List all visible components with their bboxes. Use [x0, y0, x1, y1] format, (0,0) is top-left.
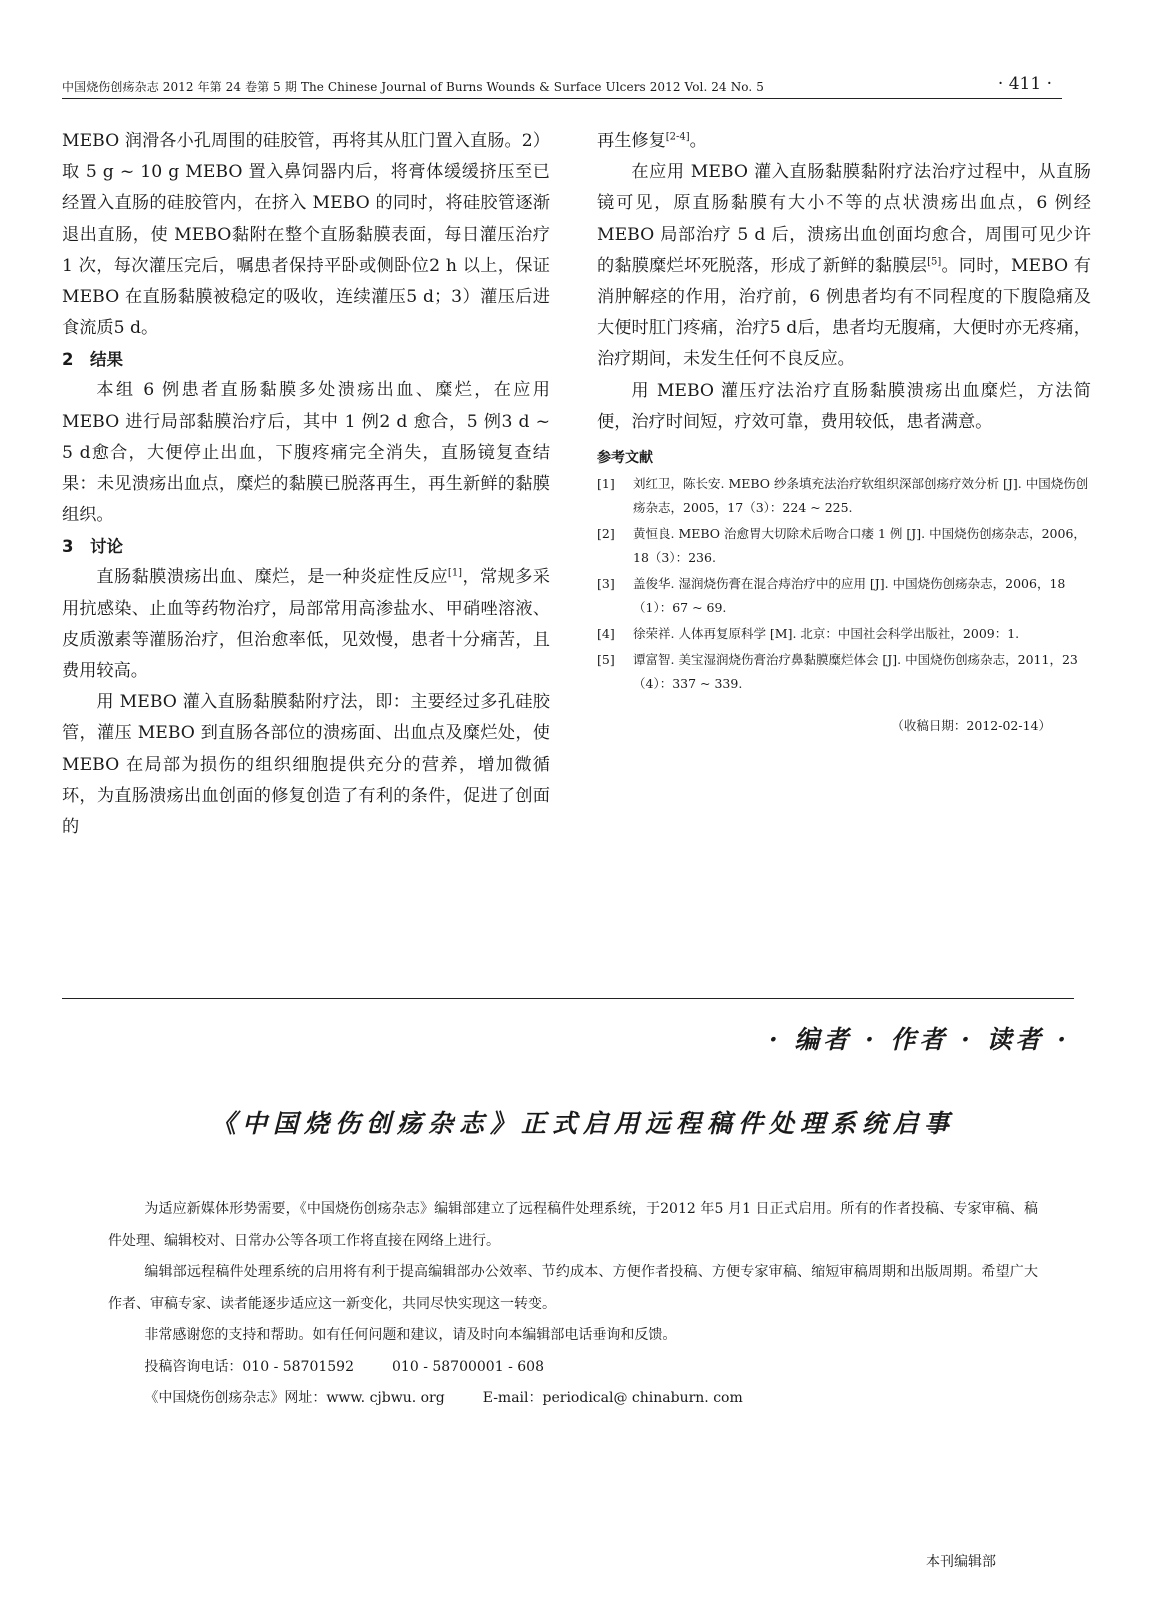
discussion-paragraph-3: [597, 157, 1091, 375]
notice-paragraph-2: 编辑部远程稿件处理系统的启用将有利于提高编辑部办公效率、节约成本、方便作者投稿、方便专家审稿、缩短审稿周期和出版周期。希望广大作者、审稿专家、读者能逐步适应这一新变化，共同尽快实现这一转变。: [108, 1264, 1038, 1312]
notice-web-line: [108, 1383, 1038, 1415]
discussion-text-b: ，常规多采用抗感染、止血等药物治疗，局部常用高渗盐水、甲硝唑溶液、皮质激素等灌肠治疗，但治愈率低，见效慢，患者十分痛苦，且费用较高。: [62, 567, 550, 682]
phone-number-2[interactable]: 010 - 58700001 - 608: [392, 1358, 544, 1375]
left-column: [62, 126, 550, 843]
discussion-paragraph-2-end: [597, 126, 1091, 157]
journal-header-line: 中国烧伤创疡杂志 2012 年第 24 卷第 5 期 The Chinese Journal of Burns Wounds & Surface Ulcers 2012 Vol. 24 No. 5: [62, 80, 764, 94]
notice-body: [108, 1194, 1038, 1415]
website-label: 《中国烧伤创疡杂志》网址：: [144, 1390, 327, 1406]
discussion-text-a: 直肠黏膜溃疡出血、糜烂，是一种炎症性反应: [96, 567, 448, 588]
section-label: · 编者 · 作者 · 读者 ·: [768, 1025, 1070, 1054]
reference-number: [3]: [597, 576, 615, 592]
discussion-paragraph-1: [62, 562, 550, 687]
discussion-end-text: 再生修复: [597, 131, 666, 151]
email-label: E-mail：: [482, 1390, 543, 1406]
notice-phone-line: [108, 1352, 1038, 1384]
reference-number: [4]: [597, 626, 615, 642]
section-heading-discussion: 3 讨论: [62, 537, 123, 557]
received-date: （收稿日期：2012-02-14）: [891, 718, 1051, 734]
citation-1[interactable]: [1]: [447, 567, 463, 579]
discussion-paragraph-2: 用 MEBO 灌入直肠黏膜黏附疗法，即：主要经过多孔硅胶管，灌压 MEBO 到直肠各部位的溃疡面、出血点及糜烂处，使 MEBO 在局部为损伤的组织细胞提供充分的营养，增加微循环，为直肠溃疡出血创面的修复创造了有利的条件，促进了创面的: [62, 692, 550, 838]
reference-item: [597, 522, 1091, 570]
methods-paragraph-continued: MEBO 润滑各小孔周围的硅胶管，再将其从肛门置入直肠。2）取 5 g ~ 10 g MEBO 置入鼻饲器内后，将膏体缓缓挤压至已经置入直肠的硅胶管内，在挤入 MEBO 的同时，将硅胶管逐渐退出直肠，使 MEBO黏附在整个直肠黏膜表面，每日灌压治疗 1 次，每次灌压完后，嘱患者保持平卧或侧卧位2 h 以上，保证 MEBO 在直肠黏膜被稳定的吸收，连续灌压5 d；3）灌压后进食流质5 d。: [62, 131, 550, 339]
references-heading: 参考文献: [597, 450, 653, 467]
page-number: · 411 ·: [997, 74, 1052, 94]
discussion-end-punct: 。: [689, 131, 707, 151]
reference-item: [597, 572, 1091, 620]
reference-item: [597, 648, 1091, 696]
editorial-signature: 本刊编辑部: [926, 1554, 996, 1570]
email-link[interactable]: periodical@ chinaburn. com: [542, 1390, 743, 1406]
reference-text: 谭富智. 美宝湿润烧伤膏治疗鼻黏膜糜烂体会 [J]. 中国烧伤创疡杂志，2011，23（4）：337 ~ 339.: [633, 652, 1078, 692]
reference-item: [597, 622, 1091, 646]
reference-number: [1]: [597, 476, 615, 492]
section-divider: [62, 998, 1074, 999]
header-rule: [62, 98, 1062, 99]
phone-number-1[interactable]: 010 - 58701592: [242, 1358, 355, 1375]
discussion-3-text-a: 在应用 MEBO 灌入直肠黏膜黏附疗法治疗过程中，从直肠镜可见，原直肠黏膜有大小不等的点状溃疡出血点，6 例经 MEBO 局部治疗 5 d 后，溃疡出血创面均愈合，周围可见少许的黏膜糜烂坏死脱落，形成了新鲜的黏膜层: [597, 162, 1091, 276]
section-heading-results: 2 结果: [62, 350, 123, 370]
discussion-paragraph-4: 用 MEBO 灌压疗法治疗直肠黏膜溃疡出血糜烂，方法简便，治疗时间短，疗效可靠，费用较低，患者满意。: [597, 380, 1091, 432]
reference-number: [2]: [597, 526, 615, 542]
notice-paragraph-3: 非常感谢您的支持和帮助。如有任何问题和建议，请及时向本编辑部电话垂询和反馈。: [144, 1327, 677, 1343]
right-column: [597, 126, 1091, 734]
notice-title: 《中国烧伤创疡杂志》正式启用远程稿件处理系统启事: [210, 1109, 955, 1138]
reference-item: [597, 472, 1091, 520]
reference-text: 盖俊华. 湿润烧伤膏在混合痔治疗中的应用 [J]. 中国烧伤创疡杂志，2006，18（1）：67 ~ 69.: [633, 576, 1066, 616]
citation-2-4[interactable]: [2-4]: [665, 131, 690, 143]
reference-text: 徐荣祥. 人体再复原科学 [M]. 北京：中国社会科学出版社，2009：1.: [633, 626, 1020, 642]
running-header: [62, 74, 1062, 98]
results-paragraph: 本组 6 例患者直肠黏膜多处溃疡出血、糜烂，在应用 MEBO 进行局部黏膜治疗后，其中 1 例2 d 愈合，5 例3 d ~ 5 d愈合，大便停止出血，下腹疼痛完全消失，直肠镜复查结果：未见溃疡出血点，糜烂的黏膜已脱落再生，再生新鲜的黏膜组织。: [62, 380, 550, 526]
reference-list: [597, 472, 1091, 696]
reference-text: 黄恒良. MEBO 治愈胃大切除术后吻合口瘘 1 例 [J]. 中国烧伤创疡杂志，2006，18（3）：236.: [633, 526, 1086, 566]
website-link[interactable]: www. cjbwu. org: [326, 1390, 445, 1406]
notice-paragraph-1: 为适应新媒体形势需要，《中国烧伤创疡杂志》编辑部建立了远程稿件处理系统，于2012 年5 月1 日正式启用。所有的作者投稿、专家审稿、稿件处理、编辑校对、日常办公等各项工作将直接在网络上进行。: [108, 1201, 1038, 1249]
discussion-3-text-b: 。同时，MEBO 有消肿解痉的作用，治疗前，6 例患者均有不同程度的下腹隐痛及大便时肛门疼痛，治疗5 d后，患者均无腹痛，大便时亦无疼痛，治疗期间，未发生任何不良反应。: [597, 255, 1091, 370]
phone-label: 投稿咨询电话：: [144, 1358, 243, 1375]
citation-5[interactable]: [5]: [927, 256, 942, 268]
reference-text: 刘红卫，陈长安. MEBO 纱条填充法治疗软组织深部创疡疗效分析 [J]. 中国烧伤创疡杂志，2005，17（3）：224 ~ 225.: [633, 476, 1089, 516]
reference-number: [5]: [597, 652, 615, 668]
